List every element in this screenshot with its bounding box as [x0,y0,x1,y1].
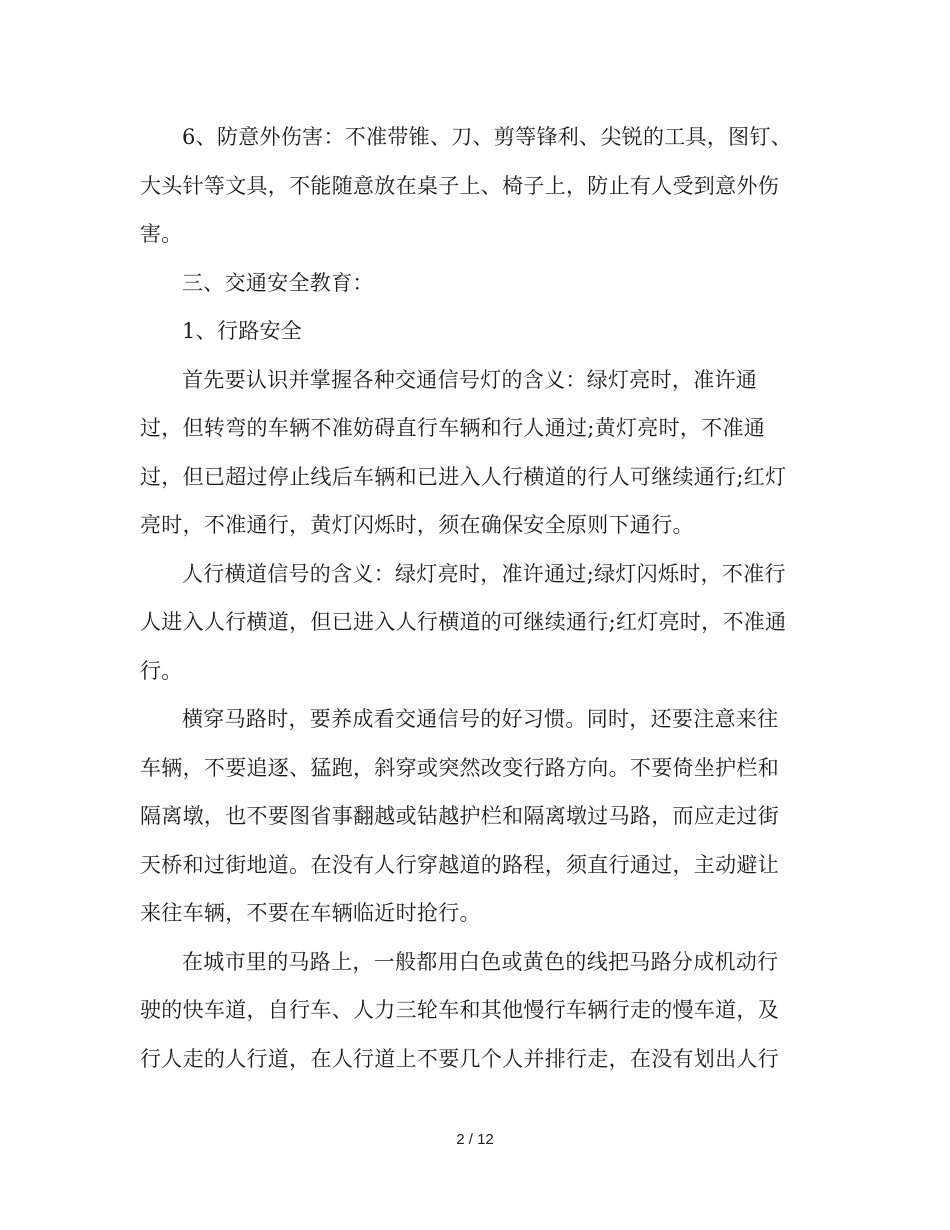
text-line: 天桥和过街地道。在没有人行穿越道的路程，须直行通过，主动避让 [140,852,779,877]
text-line: 6、防意外伤害：不准带锥、刀、剪等锋利、尖锐的工具，图钉、 [182,125,793,149]
text-line: 驶的快车道，自行车、人力三轮车和其他慢行车辆行走的慢车道，及 [140,998,779,1022]
text-line: 隔离墩，也不要图省事翻越或钻越护栏和隔离墩过马路，而应走过街 [140,804,779,828]
text-line: 行。 [140,658,183,683]
paragraph-traffic-signals [140,356,808,550]
text-line: 过，但转弯的车辆不准妨碍直行车辆和行人通过;黄灯亮时，不准通 [140,416,766,440]
text-line: 横穿马路时，要养成看交通信号的好习惯。同时，还要注意来往 [182,707,779,731]
text-line: 过，但已超过停止线后车辆和已进入人行横道的行人可继续通行;红灯 [140,464,787,489]
document-body [140,113,808,1083]
paragraph-city-road-lanes [140,938,808,1084]
heading-text: 1、行路安全 [182,319,303,343]
text-line: 首先要认识并掌握各种交通信号灯的含义：绿灯亮时，准许通 [182,367,758,392]
text-line: 车辆，不要追逐、猛跑，斜穿或突然改变行路方向。不要倚坐护栏和 [140,755,779,780]
text-line: 害。 [140,222,183,246]
page-number-footer: 2 / 12 [456,1131,494,1148]
paragraph-crosswalk-signals [140,550,808,696]
text-line: 亮时，不准通行，黄灯闪烁时，须在确保安全原则下通行。 [140,513,694,537]
section-heading-traffic-safety [140,259,808,308]
paragraph-accident-prevention [140,113,808,259]
text-line: 行人走的人行道，在人行道上不要几个人并排行走，在没有划出人行 [140,1046,779,1071]
paragraph-crossing-road [140,695,808,938]
heading-text: 三、交通安全教育： [182,270,374,295]
text-line: 在城市里的马路上，一般都用白色或黄色的线把马路分成机动行 [182,949,779,974]
text-line: 大头针等文具，不能随意放在桌子上、椅子上，防止有人受到意外伤 [140,173,779,198]
text-line: 人进入人行横道，但已进入人行横道的可继续通行;红灯亮时，不准通 [140,610,787,634]
subsection-heading-walking-safety [140,307,808,356]
text-line: 来往车辆，不要在车辆临近时抢行。 [140,901,481,925]
text-line: 人行横道信号的含义：绿灯亮时，准许通过;绿灯闪烁时，不准行 [182,561,786,586]
